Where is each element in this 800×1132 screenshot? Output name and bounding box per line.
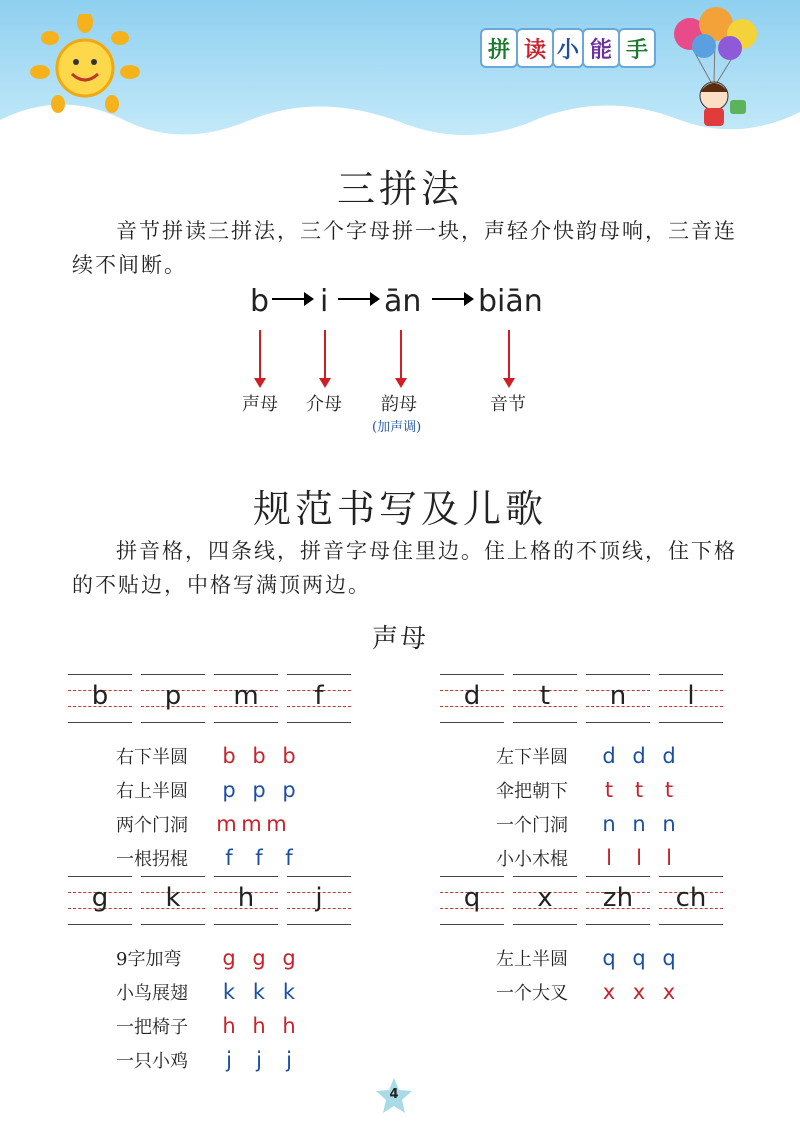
grid-cell bbox=[659, 672, 723, 724]
rhyme-line bbox=[116, 976, 304, 1010]
grid-cell bbox=[68, 874, 132, 926]
grid-letter: b bbox=[91, 681, 109, 711]
grid-letter: l bbox=[687, 681, 695, 711]
rhyme-text: 9字加弯 bbox=[116, 949, 182, 970]
section-paragraph: 音节拼读三拼法，三个字母拼一块，声轻介快韵母响，三音连续不间断。 bbox=[72, 219, 737, 277]
rhyme-text: 左下半圆 bbox=[496, 747, 568, 768]
rhyme-letter: f bbox=[255, 846, 263, 870]
rhyme-letter: m bbox=[216, 812, 237, 836]
girl-with-balloons-illustration bbox=[660, 4, 770, 138]
rhyme-letter: j bbox=[256, 1048, 262, 1072]
rhyme-letter: f bbox=[285, 846, 293, 870]
rhyme-letter: l bbox=[636, 846, 642, 870]
rhyme-letter: g bbox=[222, 946, 236, 970]
label-initial: 声母 bbox=[242, 394, 278, 415]
rhyme-text: 一根拐棍 bbox=[116, 849, 188, 870]
rhyme-letter: b bbox=[222, 744, 236, 768]
rhyme-letter: h bbox=[282, 1014, 296, 1038]
grid-cell bbox=[440, 874, 504, 926]
rhyme-line bbox=[116, 1010, 304, 1044]
rhyme-line bbox=[496, 808, 684, 842]
arrow-down-icon bbox=[324, 330, 326, 380]
rhyme-letter: l bbox=[666, 846, 672, 870]
grid-cell bbox=[586, 874, 650, 926]
rhyme-line bbox=[496, 740, 684, 774]
section-title-sanpinfa: 三拼法 bbox=[336, 167, 463, 211]
arrow-right-icon bbox=[338, 298, 378, 300]
section-title-writing: 规范书写及儿歌 bbox=[252, 487, 547, 531]
rhyme-letter: h bbox=[222, 1014, 236, 1038]
rhyme-text: 右上半圆 bbox=[116, 781, 188, 802]
rhyme-letter: h bbox=[252, 1014, 266, 1038]
label-syllable: 音节 bbox=[490, 394, 526, 415]
rhyme-letter: m bbox=[241, 812, 262, 836]
rhyme-letter: q bbox=[602, 946, 616, 970]
arrow-down-icon bbox=[400, 330, 402, 380]
rhyme-text: 小鸟展翅 bbox=[116, 983, 188, 1004]
badge-char: 读 bbox=[516, 28, 554, 68]
rhyme-letter: t bbox=[604, 778, 614, 802]
badge-char: 拼 bbox=[480, 28, 518, 68]
arrow-down-icon bbox=[259, 330, 261, 380]
rhyme-line bbox=[116, 740, 304, 774]
flow-initial: b bbox=[250, 284, 270, 319]
rhyme-text: 伞把朝下 bbox=[496, 781, 568, 802]
grid-letter: k bbox=[165, 883, 181, 913]
flow-syllable: biān bbox=[478, 284, 543, 319]
grid-cell bbox=[287, 874, 351, 926]
rhyme-letter: x bbox=[662, 980, 676, 1004]
grid-cell bbox=[214, 874, 278, 926]
rhyme-letter: d bbox=[662, 744, 676, 768]
grid-cell bbox=[440, 672, 504, 724]
grid-letter: f bbox=[314, 681, 324, 711]
pinyin-grid bbox=[68, 874, 358, 926]
rhyme-letter: t bbox=[664, 778, 674, 802]
rhyme-line bbox=[116, 842, 304, 876]
grid-letter: m bbox=[233, 681, 259, 711]
pinyin-grid bbox=[440, 672, 730, 724]
rhyme-letter: n bbox=[632, 812, 646, 836]
rhyme-letter: f bbox=[225, 846, 233, 870]
rhyme-letter: k bbox=[282, 980, 296, 1004]
grid-letter: d bbox=[463, 681, 481, 711]
rhyme-text: 一个大叉 bbox=[496, 983, 568, 1004]
rhyme-list bbox=[496, 740, 684, 876]
badge-char: 小 bbox=[552, 28, 584, 68]
grid-letter: p bbox=[164, 681, 182, 711]
rhyme-letter: g bbox=[282, 946, 296, 970]
rhyme-letter: x bbox=[632, 980, 646, 1004]
rhyme-letter: m bbox=[266, 812, 287, 836]
rhyme-letter: p bbox=[252, 778, 266, 802]
grid-cell bbox=[513, 874, 577, 926]
page-number: 4 bbox=[389, 1087, 399, 1102]
rhyme-letter: d bbox=[632, 744, 646, 768]
rhyme-letter: q bbox=[662, 946, 676, 970]
rhyme-line bbox=[496, 774, 684, 808]
rhyme-letter: x bbox=[602, 980, 616, 1004]
rhyme-letter: b bbox=[252, 744, 266, 768]
grid-letter: n bbox=[609, 681, 627, 711]
rhyme-text: 一只小鸡 bbox=[116, 1051, 188, 1072]
rhyme-letter: t bbox=[634, 778, 644, 802]
tone-note: (加声调) bbox=[372, 420, 422, 435]
rhyme-line bbox=[116, 774, 304, 808]
flow-medial: i bbox=[320, 284, 329, 319]
rhyme-text: 一把椅子 bbox=[116, 1017, 188, 1038]
page-number-star bbox=[374, 1076, 414, 1116]
grid-letter: ch bbox=[675, 883, 707, 913]
arrow-right-icon bbox=[272, 298, 312, 300]
spelling-flow-diagram bbox=[240, 284, 600, 444]
grid-cell bbox=[68, 672, 132, 724]
grid-cell bbox=[287, 672, 351, 724]
grid-letter: zh bbox=[602, 883, 634, 913]
rhyme-list bbox=[496, 942, 684, 1010]
rhyme-line bbox=[496, 942, 684, 976]
rhyme-text: 右下半圆 bbox=[116, 747, 188, 768]
rhyme-letter: j bbox=[286, 1048, 292, 1072]
rhyme-line bbox=[496, 842, 684, 876]
sun-illustration bbox=[30, 14, 140, 118]
grid-cell bbox=[141, 874, 205, 926]
badge-char: 手 bbox=[618, 28, 656, 68]
rhyme-line bbox=[496, 976, 684, 1010]
grid-letter: j bbox=[315, 883, 323, 913]
rhyme-letter: k bbox=[252, 980, 266, 1004]
badge-char: 能 bbox=[582, 28, 620, 68]
rhyme-letter: b bbox=[282, 744, 296, 768]
rhyme-text: 小小木棍 bbox=[496, 849, 568, 870]
rhyme-text: 左上半圆 bbox=[496, 949, 568, 970]
pinyin-grid bbox=[440, 874, 730, 926]
grid-letter: g bbox=[91, 883, 109, 913]
rhyme-letter: p bbox=[282, 778, 296, 802]
arrow-down-icon bbox=[508, 330, 510, 380]
pinyin-grid bbox=[68, 672, 358, 724]
label-medial: 介母 bbox=[306, 394, 342, 415]
label-final: 韵母 bbox=[381, 394, 417, 415]
rhyme-letter: k bbox=[222, 980, 236, 1004]
rhyme-line bbox=[116, 942, 304, 976]
rhyme-letter: l bbox=[606, 846, 612, 870]
subtitle-initials: 声母 bbox=[371, 624, 428, 654]
rhyme-letter: p bbox=[222, 778, 236, 802]
rhyme-letter: q bbox=[632, 946, 646, 970]
rhyme-list bbox=[116, 942, 304, 1078]
grid-cell bbox=[141, 672, 205, 724]
rhyme-letter: g bbox=[252, 946, 266, 970]
grid-letter: t bbox=[539, 681, 551, 711]
rhyme-line bbox=[116, 1044, 304, 1078]
rhyme-text: 一个门洞 bbox=[496, 815, 568, 836]
grid-cell bbox=[513, 672, 577, 724]
grid-cell bbox=[586, 672, 650, 724]
grid-cell bbox=[214, 672, 278, 724]
grid-cell bbox=[659, 874, 723, 926]
grid-letter: h bbox=[237, 883, 255, 913]
flow-final: ān bbox=[384, 284, 422, 319]
rhyme-letter: d bbox=[602, 744, 616, 768]
grid-letter: x bbox=[537, 883, 553, 913]
rhyme-letter: n bbox=[662, 812, 676, 836]
section-paragraph: 拼音格，四条线，拼音字母住里边。住上格的不顶线，住下格的不贴边，中格写满顶两边。 bbox=[72, 539, 737, 597]
rhyme-letter: n bbox=[602, 812, 616, 836]
rhyme-list bbox=[116, 740, 304, 876]
rhyme-line bbox=[116, 808, 304, 842]
grid-letter: q bbox=[463, 883, 481, 913]
rhyme-text: 两个门洞 bbox=[116, 815, 188, 836]
rhyme-letter: j bbox=[226, 1048, 232, 1072]
arrow-right-icon bbox=[432, 298, 472, 300]
